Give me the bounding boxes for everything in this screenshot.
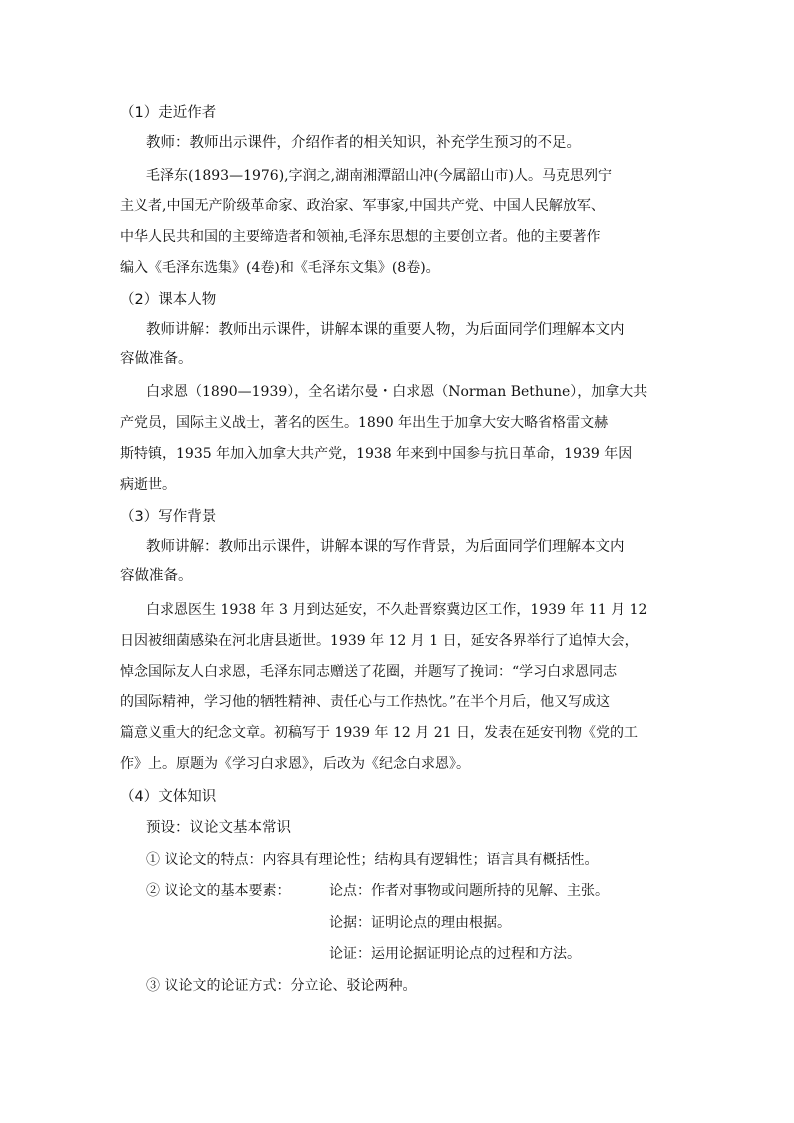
background-paragraph-line: 篇意义重大的纪念文章。初稿写于 1939 年 12 月 21 日，发表在延安刊物《党的工 (120, 725, 638, 741)
background-paragraph-line: 日因被细菌感染在河北唐县逝世。1939 年 12 月 1 日，延安各界举行了追悼大会， (120, 633, 639, 649)
characters-paragraph-line: 斯特镇，1935 年加入加拿大共产党，1938 年来到中国参与抗日革命，1939 年因 (120, 446, 633, 462)
heading-background: （3）写作背景 (120, 509, 217, 525)
teacher-note-background: 容做准备。 (120, 568, 193, 584)
author-paragraph-line: 主义者,中国无产阶级革命家、政治家、军事家,中国共产党、中国人民解放军、 (120, 198, 605, 214)
author-paragraph-line: 毛泽东(1893—1976),字润之,湖南湘潭韶山冲(今属韶山市)人。马克思列宁 (146, 168, 613, 184)
element-evidence: 论据：证明论点的理由根据。 (329, 915, 511, 931)
background-paragraph-line: 作》上。原题为《学习白求恩》，后改为《纪念白求恩》。 (120, 756, 470, 772)
author-paragraph-line: 中华人民共和国的主要缔造者和领袖,毛泽东思想的主要创立者。他的主要著作 (120, 229, 601, 245)
teacher-note-background: 教师讲解：教师出示课件，讲解本课的写作背景，为后面同学们理解本文内 (146, 539, 625, 555)
author-paragraph-line: 编入《毛泽东选集》(4卷)和《毛泽东文集》(8卷)。 (120, 260, 440, 276)
teacher-note-characters: 教师讲解：教师出示课件，讲解本课的重要人物，为后面同学们理解本文内 (146, 322, 625, 338)
teacher-note-characters: 容做准备。 (120, 351, 193, 367)
preset-line: 预设：议论文基本常识 (146, 820, 291, 836)
genre-item: ② 议论文的基本要素： (146, 883, 291, 899)
element-argumentation: 论证：运用论据证明论点的过程和方法。 (329, 946, 581, 962)
background-paragraph-line: 悼念国际友人白求恩，毛泽东同志赠送了花圈，并题写了挽词：“学习白求恩同志 (120, 664, 618, 680)
background-paragraph-line: 白求恩医生 1938 年 3 月到达延安，不久赴晋察冀边区工作，1939 年 11 月 12 (146, 602, 648, 618)
heading-genre: （4）文体知识 (120, 789, 217, 805)
characters-paragraph-line: 产党员，国际主义战士，著名的医生。1890 年出生于加拿大安大略省格雷文赫 (120, 415, 609, 431)
teacher-note-author: 教师：教师出示课件，介绍作者的相关知识，补充学生预习的不足。 (146, 135, 581, 151)
element-thesis: 论点：作者对事物或问题所持的见解、主张。 (329, 883, 609, 899)
heading-characters: （2）课本人物 (120, 292, 217, 308)
characters-paragraph-line: 病逝世。 (120, 477, 176, 493)
genre-item: ① 议论文的特点：内容具有理论性；结构具有逻辑性；语言具有概括性。 (146, 852, 599, 868)
background-paragraph-line: 的国际精神，学习他的牺牲精神、责任心与工作热忱。”在半个月后，他又写成这 (120, 694, 611, 710)
heading-author: （1）走近作者 (120, 105, 217, 121)
genre-item: ③ 议论文的论证方式：分立论、驳论两种。 (146, 978, 417, 994)
characters-paragraph-line: 白求恩（1890—1939），全名诺尔曼・白求恩（Norman Bethune），加拿大共 (146, 384, 648, 400)
